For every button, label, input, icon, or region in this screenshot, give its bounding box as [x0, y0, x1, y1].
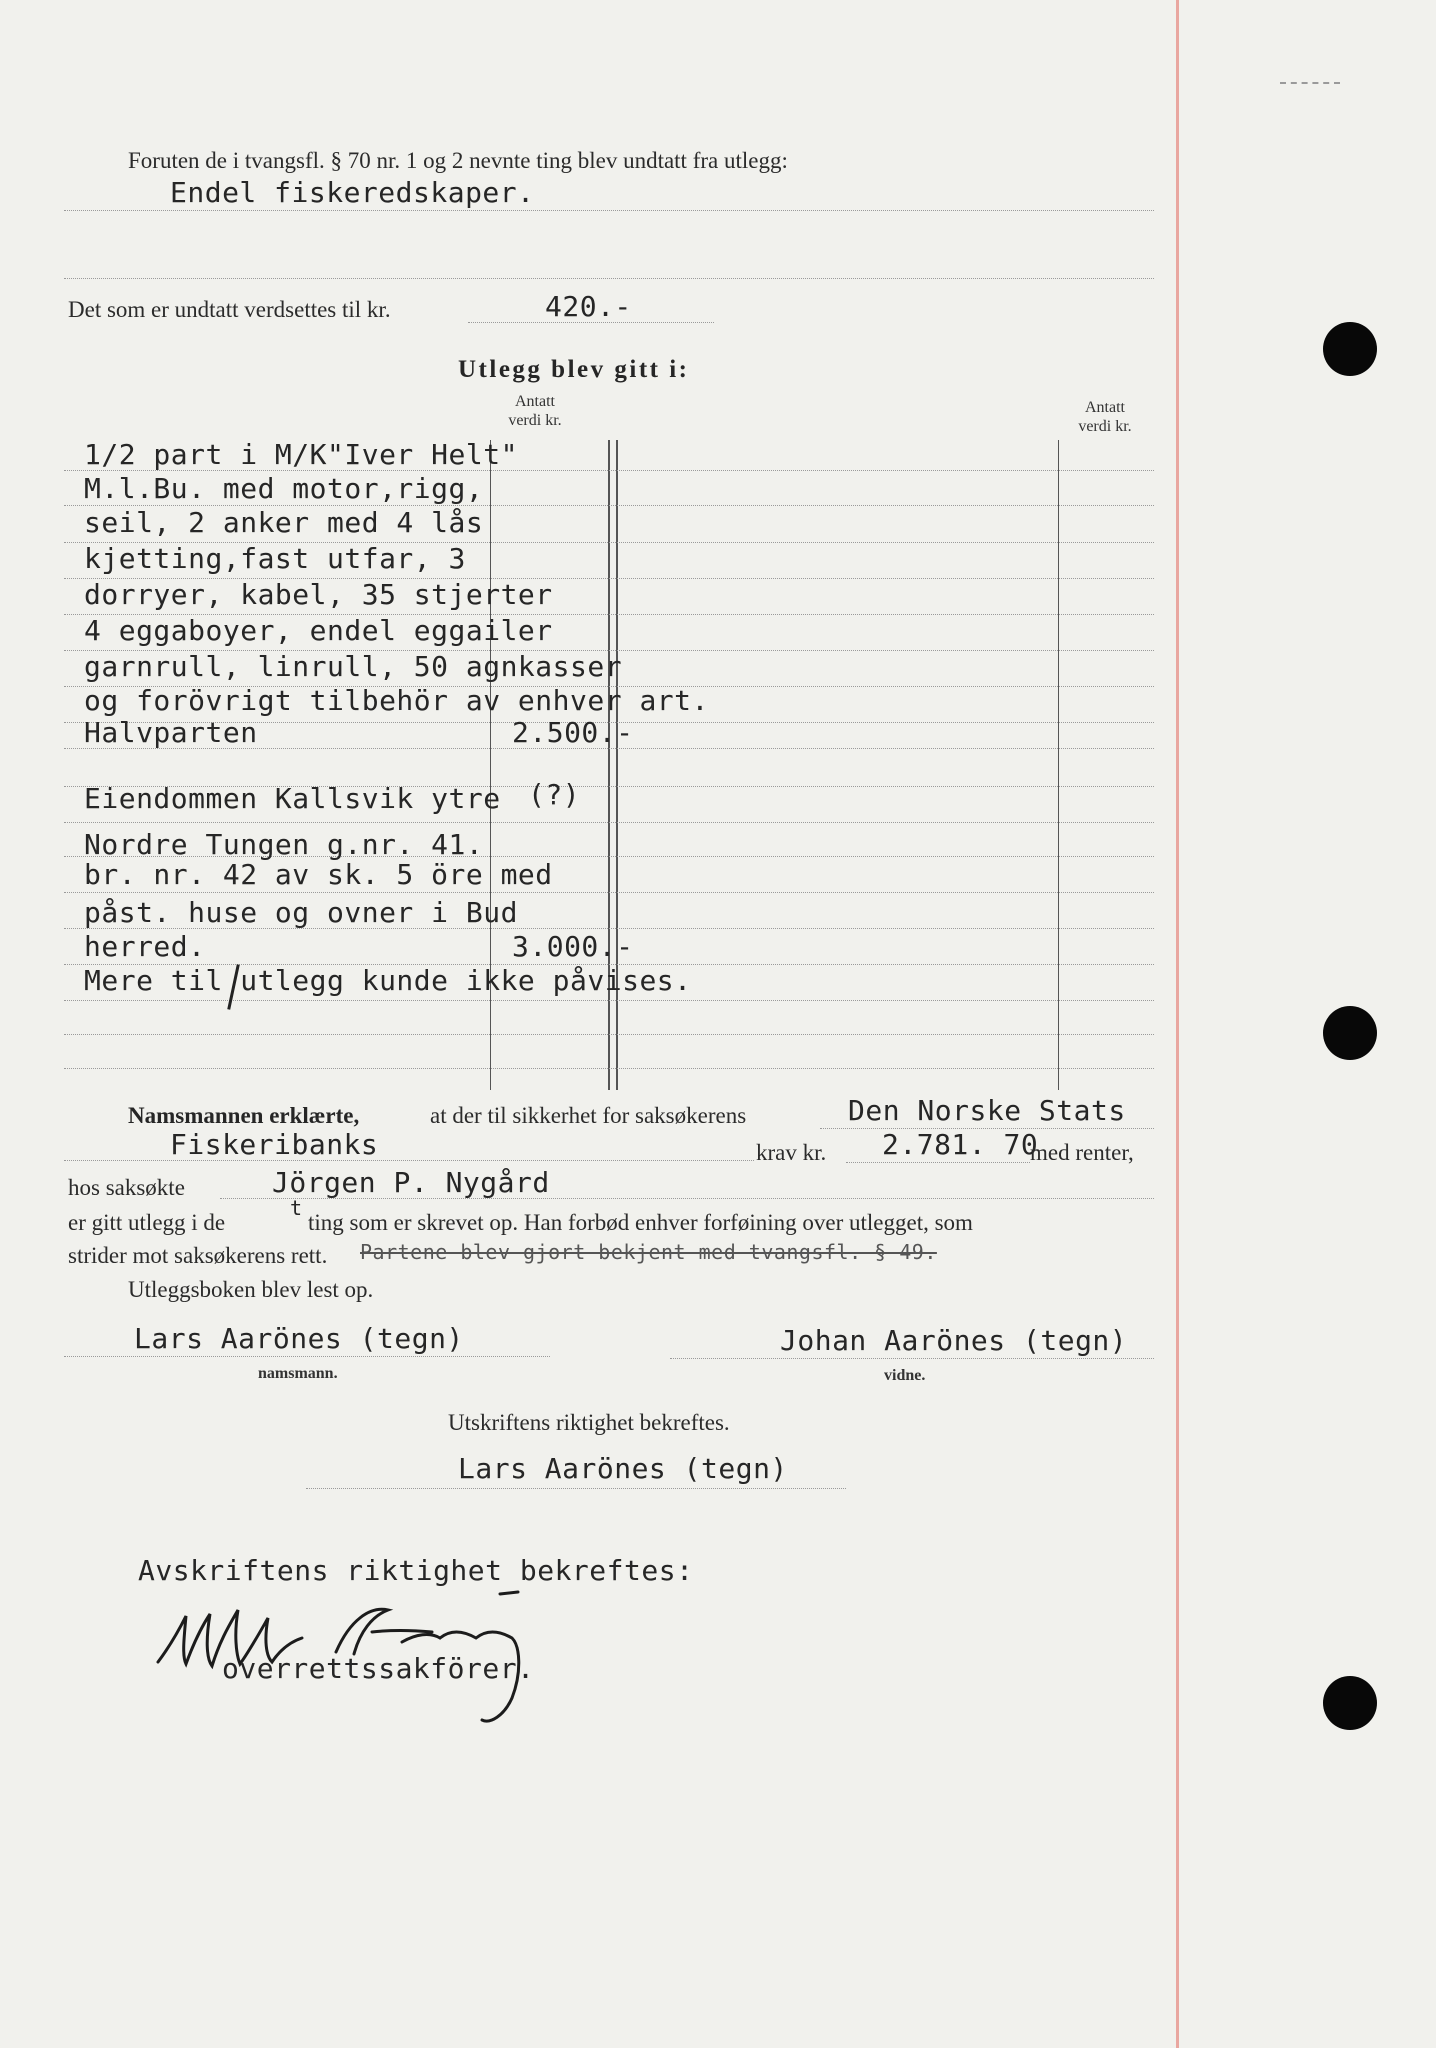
item-line: M.l.Bu. med motor,rigg,: [84, 472, 484, 505]
intro-line: Foruten de i tvangsfl. § 70 nr. 1 og 2 nevnte ting blev undtatt fra utlegg:: [128, 148, 788, 173]
exempt-value-label: Det som er undtatt verdsettes til kr.: [68, 297, 391, 322]
declaration-text-1: at der til sikkerhet for saksøkerens: [430, 1103, 747, 1128]
right-role: vidne.: [884, 1367, 926, 1384]
declaration-struck: Partene blev gjort bekjent med tvangsfl. § 49.: [360, 1240, 937, 1264]
declaration-line-3a: er gitt utlegg i de: [68, 1210, 226, 1235]
exempt-value: 420.-: [545, 290, 632, 323]
debtor-name: Jörgen P. Nygård: [272, 1166, 550, 1199]
table-row-rule: [64, 1000, 1154, 1001]
left-role: namsmann.: [258, 1365, 338, 1382]
item-line: herred.: [84, 930, 206, 963]
bleed-through: [735, 85, 840, 139]
rule: [468, 322, 714, 323]
rule: [64, 210, 1154, 211]
table-row-rule: [64, 1034, 1154, 1035]
value-1: 2.500.-: [512, 716, 634, 749]
declaration-line-4a: strider mot saksøkerens rett.: [68, 1243, 328, 1268]
table-row-rule: [64, 822, 1154, 823]
declaration-line-5: Utleggsboken blev lest op.: [128, 1277, 374, 1302]
left-signatory: Lars Aarönes (tegn): [134, 1322, 464, 1355]
col-header-right: Antatt verdi kr.: [1078, 399, 1132, 435]
item-line: seil, 2 anker med 4 lås: [84, 506, 484, 539]
declaration-insert: t: [290, 1196, 303, 1220]
rule: [64, 278, 1154, 279]
rule: [64, 1356, 550, 1357]
binder-hole-top: [1323, 322, 1377, 376]
renter-label: med renter,: [1030, 1140, 1134, 1165]
item-line: og forövrigt tilbehör av enhver art.: [84, 684, 709, 717]
rule: [64, 1160, 754, 1161]
value-2: 3.000.-: [512, 930, 634, 963]
krav-amount: 2.781. 70: [882, 1128, 1039, 1161]
krav-label: krav kr.: [756, 1140, 827, 1165]
item-line: br. nr. 42 av sk. 5 öre med: [84, 858, 553, 891]
table-row-rule: [64, 1068, 1154, 1069]
item-line: 1/2 part i M/K"Iver Helt": [84, 438, 518, 471]
column-rule: [1058, 440, 1059, 1090]
item-line: påst. huse og ovner i Bud: [84, 896, 518, 929]
item-line: kjetting,fast utfar, 3: [84, 542, 466, 575]
copy-certification: Avskriftens riktighet bekreftes:: [138, 1554, 694, 1587]
item-line: Eiendommen Kallsvik ytre: [84, 782, 501, 815]
signature-title: overrettssakförer.: [222, 1652, 535, 1685]
binder-hole-bottom: [1323, 1676, 1377, 1730]
value-2-note: (?): [528, 778, 581, 811]
creditor-line-1: Den Norske Stats: [848, 1094, 1126, 1127]
declaration-line-3b: ting som er skrevet op. Han forbød enhver forføining over utlegget, som: [308, 1210, 973, 1235]
exempt-items: Endel fiskeredskaper.: [170, 176, 535, 209]
item-line: garnrull, linrull, 50 agnkasser: [84, 650, 623, 683]
rule: [220, 1198, 1154, 1199]
rule: [306, 1488, 846, 1489]
section-heading: Utlegg blev gitt i:: [458, 356, 690, 383]
col-header-left: Antatt verdi kr.: [508, 393, 562, 429]
item-line: Mere til utlegg kunde ikke påvises.: [84, 964, 692, 997]
certify-name: Lars Aarönes (tegn): [458, 1452, 788, 1485]
binder-hole-middle: [1323, 1006, 1377, 1060]
hos-label: hos saksøkte: [68, 1175, 185, 1200]
top-right-mark: [1280, 82, 1340, 84]
creditor-line-2: Fiskeribanks: [170, 1128, 379, 1161]
rule: [846, 1162, 1030, 1163]
rule: [670, 1358, 1154, 1359]
item-line: dorryer, kabel, 35 stjerter: [84, 578, 553, 611]
declaration-label: Namsmannen erklærte,: [128, 1103, 360, 1128]
certify-line: Utskriftens riktighet bekreftes.: [448, 1410, 730, 1435]
right-signatory: Johan Aarönes (tegn): [780, 1324, 1128, 1357]
item-line: Halvparten: [84, 716, 258, 749]
item-line: 4 eggaboyer, endel eggailer: [84, 614, 553, 647]
item-line: Nordre Tungen g.nr. 41.: [84, 828, 484, 861]
margin-rule: [1176, 0, 1179, 2048]
table-row-rule: [64, 892, 1154, 893]
